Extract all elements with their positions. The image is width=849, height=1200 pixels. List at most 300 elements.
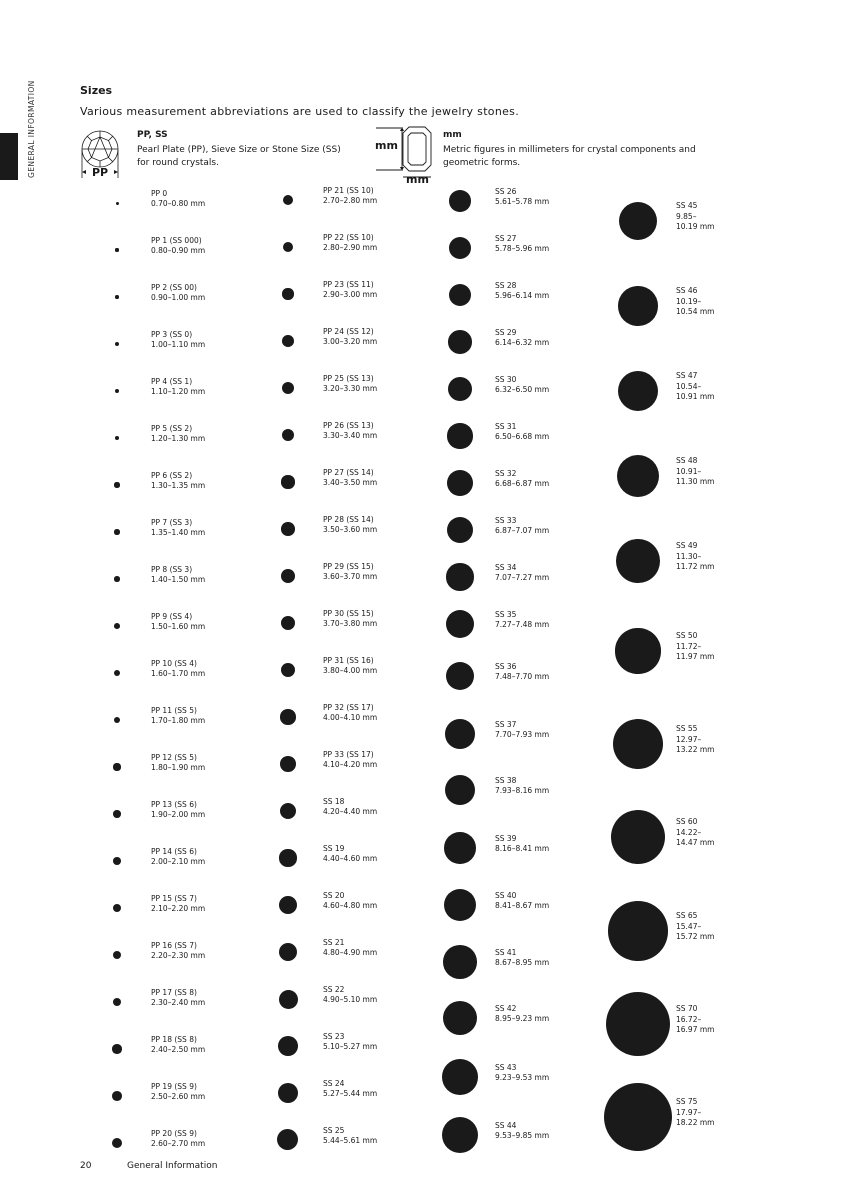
crystal-size-dot — [113, 763, 120, 770]
size-range: 1.40–1.50 mm — [151, 575, 206, 584]
size-range: 7.70–7.93 mm — [495, 730, 550, 739]
crystal-size-dot — [113, 998, 122, 1007]
size-name: PP 4 (SS 1) — [151, 376, 193, 386]
crystal-size-dot — [443, 945, 476, 978]
size-name: SS 43 — [495, 1062, 517, 1072]
size-name: SS 22 — [323, 984, 345, 994]
crystal-size-dot — [618, 286, 657, 325]
size-name: SS 60 — [676, 817, 698, 827]
size-name: PP 26 (SS 13) — [323, 420, 374, 430]
crystal-size-dot — [281, 569, 295, 583]
size-label — [676, 631, 714, 663]
size-name: SS 40 — [495, 890, 517, 900]
size-name: PP 14 (SS 6) — [151, 846, 197, 856]
size-name: PP 2 (SS 00) — [151, 282, 197, 292]
crystal-size-dot — [446, 563, 473, 590]
size-name: SS 45 — [676, 201, 698, 211]
size-range: 11.30– — [676, 551, 702, 561]
size-range: 2.00–2.10 mm — [151, 857, 206, 866]
crystal-size-dot — [280, 756, 296, 772]
size-range: 1.50–1.60 mm — [151, 622, 206, 631]
crystal-size-dot — [281, 616, 295, 630]
size-label — [495, 662, 549, 683]
size-name: PP 16 (SS 7) — [151, 940, 197, 950]
size-name: PP 27 (SS 14) — [323, 467, 374, 477]
size-label — [151, 471, 205, 492]
size-name: SS 46 — [676, 286, 698, 296]
size-label — [323, 656, 377, 677]
crystal-size-dot — [116, 202, 119, 205]
size-range: 7.27–7.48 mm — [495, 620, 550, 629]
size-range: 4.90–5.10 mm — [323, 995, 378, 1004]
size-range: 2.80–2.90 mm — [323, 243, 378, 252]
size-name: SS 23 — [323, 1031, 345, 1041]
size-name: SS 47 — [676, 371, 698, 381]
size-name: SS 30 — [495, 374, 517, 384]
crystal-size-dot — [619, 202, 657, 240]
size-range: 5.96–6.14 mm — [495, 291, 550, 300]
size-range: 18.22 mm — [676, 1118, 715, 1128]
size-range: 8.41–8.67 mm — [495, 901, 550, 910]
crystal-size-dot — [448, 377, 472, 401]
crystal-size-dot — [113, 951, 122, 960]
size-range: 9.53–9.85 mm — [495, 1131, 550, 1140]
page-title: Sizes — [80, 84, 113, 97]
size-label — [151, 847, 205, 868]
size-label — [323, 186, 377, 207]
size-name: SS 24 — [323, 1078, 345, 1088]
crystal-size-dot — [113, 810, 120, 817]
crystal-size-dot — [112, 1091, 122, 1101]
size-name: PP 15 (SS 7) — [151, 893, 197, 903]
size-range: 6.68–6.87 mm — [495, 479, 550, 488]
crystal-size-dot — [112, 1138, 122, 1148]
crystal-size-dot — [283, 195, 293, 205]
crystal-size-dot — [444, 832, 476, 864]
mm-icon-bottom-label: mm — [406, 173, 429, 185]
size-range: 2.40–2.50 mm — [151, 1045, 206, 1054]
size-range: 10.19 mm — [676, 222, 715, 232]
legend-mm-title: mm — [443, 130, 462, 140]
size-name: SS 50 — [676, 631, 698, 641]
size-range: 10.54 mm — [676, 307, 715, 317]
size-label — [495, 776, 549, 797]
size-label — [495, 720, 549, 741]
crystal-size-dot — [282, 382, 294, 394]
size-range: 2.90–3.00 mm — [323, 290, 378, 299]
size-name: PP 10 (SS 4) — [151, 658, 197, 668]
size-name: PP 28 (SS 14) — [323, 514, 374, 524]
crystal-size-dot — [115, 436, 120, 441]
size-label — [151, 565, 205, 586]
size-name: PP 33 (SS 17) — [323, 749, 374, 759]
size-name: PP 8 (SS 3) — [151, 564, 193, 574]
size-range: 5.27–5.44 mm — [323, 1089, 378, 1098]
size-label — [676, 817, 714, 849]
crystal-size-dot — [446, 610, 474, 638]
size-range: 4.10–4.20 mm — [323, 760, 378, 769]
size-name: PP 12 (SS 5) — [151, 752, 197, 762]
size-label — [495, 891, 549, 912]
size-range: 2.30–2.40 mm — [151, 998, 206, 1007]
size-range: 8.95–9.23 mm — [495, 1014, 550, 1023]
size-name: SS 37 — [495, 719, 517, 729]
size-label — [323, 1126, 377, 1147]
size-name: SS 36 — [495, 661, 517, 671]
size-label — [495, 422, 549, 443]
emerald-cut-crystal-icon — [373, 125, 435, 185]
size-range: 1.10–1.20 mm — [151, 387, 206, 396]
size-label — [151, 894, 205, 915]
size-label — [323, 1032, 377, 1053]
size-name: SS 20 — [323, 890, 345, 900]
size-label — [151, 941, 205, 962]
size-name: PP 18 (SS 8) — [151, 1034, 197, 1044]
size-range: 8.67–8.95 mm — [495, 958, 550, 967]
side-section-label — [24, 40, 40, 180]
size-label — [323, 421, 377, 442]
size-range: 6.50–6.68 mm — [495, 432, 550, 441]
crystal-size-dot — [279, 849, 296, 866]
mm-icon-side-label: mm — [375, 139, 398, 152]
size-range: 1.00–1.10 mm — [151, 340, 206, 349]
crystal-size-dot — [112, 1044, 121, 1053]
size-range: 2.60–2.70 mm — [151, 1139, 206, 1148]
size-label — [495, 1063, 549, 1084]
size-label — [323, 233, 377, 254]
size-name: SS 31 — [495, 421, 517, 431]
crystal-size-dot — [115, 295, 119, 299]
crystal-size-dot — [115, 248, 118, 251]
crystal-size-dot — [279, 990, 298, 1009]
crystal-size-dot — [113, 904, 121, 912]
size-range: 7.07–7.27 mm — [495, 573, 550, 582]
size-label — [495, 1004, 549, 1025]
size-range: 15.47– — [676, 921, 702, 931]
size-range: 0.90–1.00 mm — [151, 293, 206, 302]
size-range: 2.20–2.30 mm — [151, 951, 206, 960]
size-label — [495, 469, 549, 490]
crystal-size-dot — [113, 857, 121, 865]
size-range: 10.91 mm — [676, 392, 715, 402]
size-name: PP 6 (SS 2) — [151, 470, 193, 480]
size-label — [151, 753, 205, 774]
size-name: PP 13 (SS 6) — [151, 799, 197, 809]
size-name: PP 30 (SS 15) — [323, 608, 374, 618]
size-label — [495, 281, 549, 302]
size-label — [495, 328, 549, 349]
intro-text: Various measurement abbreviations are used to classify the jewelry stones. — [80, 105, 520, 118]
crystal-size-dot — [114, 623, 120, 629]
size-label — [676, 456, 714, 488]
size-label — [676, 911, 714, 943]
size-range: 10.91– — [676, 466, 702, 476]
crystal-size-dot — [608, 901, 667, 960]
size-label — [151, 706, 205, 727]
size-range: 1.30–1.35 mm — [151, 481, 206, 490]
size-name: SS 44 — [495, 1120, 517, 1130]
size-range: 3.70–3.80 mm — [323, 619, 378, 628]
size-name: SS 42 — [495, 1003, 517, 1013]
crystal-size-dot — [281, 663, 296, 678]
size-label — [323, 938, 377, 959]
size-label — [676, 1097, 714, 1129]
crystal-size-dot — [447, 470, 473, 496]
size-label — [495, 516, 549, 537]
size-range: 3.80–4.00 mm — [323, 666, 378, 675]
size-name: SS 39 — [495, 833, 517, 843]
round-crystal-icon — [78, 128, 128, 180]
crystal-size-dot — [114, 717, 121, 724]
size-range: 8.16–8.41 mm — [495, 844, 550, 853]
size-range: 6.14–6.32 mm — [495, 338, 550, 347]
size-name: SS 70 — [676, 1004, 698, 1014]
size-label — [151, 424, 205, 445]
size-label — [151, 988, 205, 1009]
size-name: SS 18 — [323, 796, 345, 806]
size-range: 9.85– — [676, 211, 697, 221]
crystal-size-dot — [446, 662, 475, 691]
size-range: 5.10–5.27 mm — [323, 1042, 378, 1051]
size-label — [676, 724, 714, 756]
size-label — [151, 189, 205, 210]
size-name: SS 32 — [495, 468, 517, 478]
crystal-size-dot — [114, 529, 119, 534]
size-range: 2.50–2.60 mm — [151, 1092, 206, 1101]
crystal-size-dot — [282, 335, 294, 347]
size-label — [151, 1129, 205, 1150]
size-name: SS 38 — [495, 775, 517, 785]
size-name: SS 65 — [676, 911, 698, 921]
size-name: PP 9 (SS 4) — [151, 611, 193, 621]
size-range: 1.90–2.00 mm — [151, 810, 206, 819]
size-range: 3.30–3.40 mm — [323, 431, 378, 440]
size-label — [151, 283, 205, 304]
size-name: SS 27 — [495, 233, 517, 243]
size-label — [323, 515, 377, 536]
size-range: 6.32–6.50 mm — [495, 385, 550, 394]
size-range: 3.50–3.60 mm — [323, 525, 378, 534]
size-range: 7.48–7.70 mm — [495, 672, 550, 681]
size-range: 3.20–3.30 mm — [323, 384, 378, 393]
crystal-size-dot — [281, 475, 294, 488]
pp-icon-label: PP — [91, 166, 109, 179]
size-name: PP 32 (SS 17) — [323, 702, 374, 712]
size-range: 4.40–4.60 mm — [323, 854, 378, 863]
crystal-size-dot — [278, 1036, 298, 1056]
crystal-size-dot — [280, 709, 295, 724]
size-range: 13.22 mm — [676, 745, 715, 755]
size-label — [323, 1079, 377, 1100]
size-name: SS 55 — [676, 724, 698, 734]
size-range: 16.72– — [676, 1014, 702, 1024]
size-name: PP 31 (SS 16) — [323, 655, 374, 665]
size-label — [495, 563, 549, 584]
size-label — [323, 844, 377, 865]
size-name: PP 17 (SS 8) — [151, 987, 197, 997]
size-name: SS 26 — [495, 186, 517, 196]
size-range: 10.54– — [676, 381, 702, 391]
size-label — [151, 1082, 205, 1103]
crystal-size-dot — [282, 288, 293, 299]
size-name: SS 19 — [323, 843, 345, 853]
size-label — [323, 280, 377, 301]
section-tab-marker — [0, 133, 18, 180]
size-label — [323, 562, 377, 583]
legend-pp-title: PP, SS — [137, 130, 168, 140]
size-label — [323, 374, 377, 395]
size-range: 12.97– — [676, 734, 702, 744]
size-name: PP 23 (SS 11) — [323, 279, 374, 289]
size-range: 11.30 mm — [676, 477, 715, 487]
size-label — [151, 236, 205, 257]
size-range: 3.60–3.70 mm — [323, 572, 378, 581]
size-label — [495, 187, 549, 208]
crystal-size-dot — [449, 237, 471, 259]
crystal-size-dot — [444, 889, 476, 921]
size-label — [495, 1121, 549, 1142]
crystal-size-dot — [617, 455, 659, 497]
legend-pp-text: Pearl Plate (PP), Sieve Size or Stone Size (SS) for round crystals. — [137, 145, 341, 168]
size-range: 11.97 mm — [676, 652, 715, 662]
crystal-size-dot — [442, 1117, 479, 1154]
size-label — [323, 609, 377, 630]
size-range: 14.22– — [676, 827, 702, 837]
size-label — [151, 612, 205, 633]
crystal-size-dot — [278, 1083, 298, 1103]
size-range: 17.97– — [676, 1107, 702, 1117]
size-range: 5.61–5.78 mm — [495, 197, 550, 206]
size-range: 11.72– — [676, 641, 702, 651]
size-label — [495, 234, 549, 255]
size-range: 2.70–2.80 mm — [323, 196, 378, 205]
crystal-size-dot — [449, 190, 471, 212]
size-name: SS 41 — [495, 947, 517, 957]
size-name: SS 21 — [323, 937, 345, 947]
size-name: SS 28 — [495, 280, 517, 290]
footer-section: General Information — [127, 1161, 218, 1171]
size-range: 6.87–7.07 mm — [495, 526, 550, 535]
crystal-size-dot — [445, 719, 475, 749]
size-name: PP 5 (SS 2) — [151, 423, 193, 433]
size-label — [323, 797, 377, 818]
size-name: SS 48 — [676, 456, 698, 466]
crystal-size-dot — [604, 1083, 673, 1152]
size-range: 14.47 mm — [676, 838, 715, 848]
size-range: 1.60–1.70 mm — [151, 669, 206, 678]
size-range: 7.93–8.16 mm — [495, 786, 550, 795]
size-range: 5.78–5.96 mm — [495, 244, 550, 253]
size-label — [323, 703, 377, 724]
crystal-size-dot — [114, 482, 119, 487]
size-name: PP 24 (SS 12) — [323, 326, 374, 336]
size-range: 0.70–0.80 mm — [151, 199, 206, 208]
size-range: 4.80–4.90 mm — [323, 948, 378, 957]
size-range: 4.20–4.40 mm — [323, 807, 378, 816]
size-name: PP 11 (SS 5) — [151, 705, 197, 715]
crystal-size-dot — [611, 810, 666, 865]
size-range: 4.00–4.10 mm — [323, 713, 378, 722]
crystal-size-dot — [616, 539, 660, 583]
crystal-size-dot — [447, 423, 472, 448]
crystal-size-dot — [280, 803, 296, 819]
size-name: PP 25 (SS 13) — [323, 373, 374, 383]
crystal-size-dot — [279, 943, 297, 961]
size-range: 5.44–5.61 mm — [323, 1136, 378, 1145]
side-section-text: GENERAL INFORMATION — [27, 80, 36, 178]
size-label — [151, 1035, 205, 1056]
size-range: 10.19– — [676, 296, 702, 306]
size-name: SS 33 — [495, 515, 517, 525]
page-number: 20 — [80, 1161, 92, 1171]
crystal-size-dot — [615, 628, 660, 673]
size-range: 16.97 mm — [676, 1025, 715, 1035]
crystal-size-dot — [114, 670, 120, 676]
size-name: PP 0 — [151, 188, 168, 198]
size-name: SS 75 — [676, 1097, 698, 1107]
size-label — [323, 327, 377, 348]
size-label — [151, 659, 205, 680]
size-label — [676, 541, 714, 573]
size-range: 9.23–9.53 mm — [495, 1073, 550, 1082]
size-range: 11.72 mm — [676, 562, 715, 572]
size-label — [323, 468, 377, 489]
size-range: 0.80–0.90 mm — [151, 246, 206, 255]
size-name: SS 34 — [495, 562, 517, 572]
size-range: 3.00–3.20 mm — [323, 337, 378, 346]
size-range: 4.60–4.80 mm — [323, 901, 378, 910]
size-label — [495, 610, 549, 631]
size-range: 1.35–1.40 mm — [151, 528, 206, 537]
crystal-size-dot — [279, 896, 297, 914]
size-range: 1.70–1.80 mm — [151, 716, 206, 725]
size-label — [151, 518, 205, 539]
crystal-size-dot — [449, 284, 472, 307]
size-label — [495, 834, 549, 855]
crystal-size-dot — [443, 1001, 478, 1036]
size-name: SS 49 — [676, 541, 698, 551]
crystal-size-dot — [115, 389, 119, 393]
size-label — [323, 891, 377, 912]
crystal-size-dot — [277, 1129, 298, 1150]
size-label — [676, 1004, 714, 1036]
size-name: PP 19 (SS 9) — [151, 1081, 197, 1091]
size-label — [151, 330, 205, 351]
crystal-size-dot — [115, 342, 119, 346]
size-range: 1.20–1.30 mm — [151, 434, 206, 443]
size-name: PP 22 (SS 10) — [323, 232, 374, 242]
size-label — [323, 750, 377, 771]
size-label — [495, 948, 549, 969]
crystal-size-dot — [618, 371, 659, 412]
legend-mm-text: Metric figures in millimeters for crystal components and geometric forms. — [443, 145, 696, 168]
size-name: PP 20 (SS 9) — [151, 1128, 197, 1138]
size-label — [323, 985, 377, 1006]
crystal-size-dot — [283, 242, 294, 253]
size-name: PP 21 (SS 10) — [323, 185, 374, 195]
size-range: 1.80–1.90 mm — [151, 763, 206, 772]
size-label — [676, 286, 714, 318]
size-label — [676, 201, 714, 233]
size-name: SS 35 — [495, 609, 517, 619]
size-name: SS 25 — [323, 1125, 345, 1135]
crystal-size-dot — [445, 775, 476, 806]
size-label — [676, 371, 714, 403]
size-label — [151, 800, 205, 821]
crystal-size-dot — [442, 1059, 478, 1095]
size-name: PP 3 (SS 0) — [151, 329, 193, 339]
crystal-size-dot — [282, 429, 295, 442]
